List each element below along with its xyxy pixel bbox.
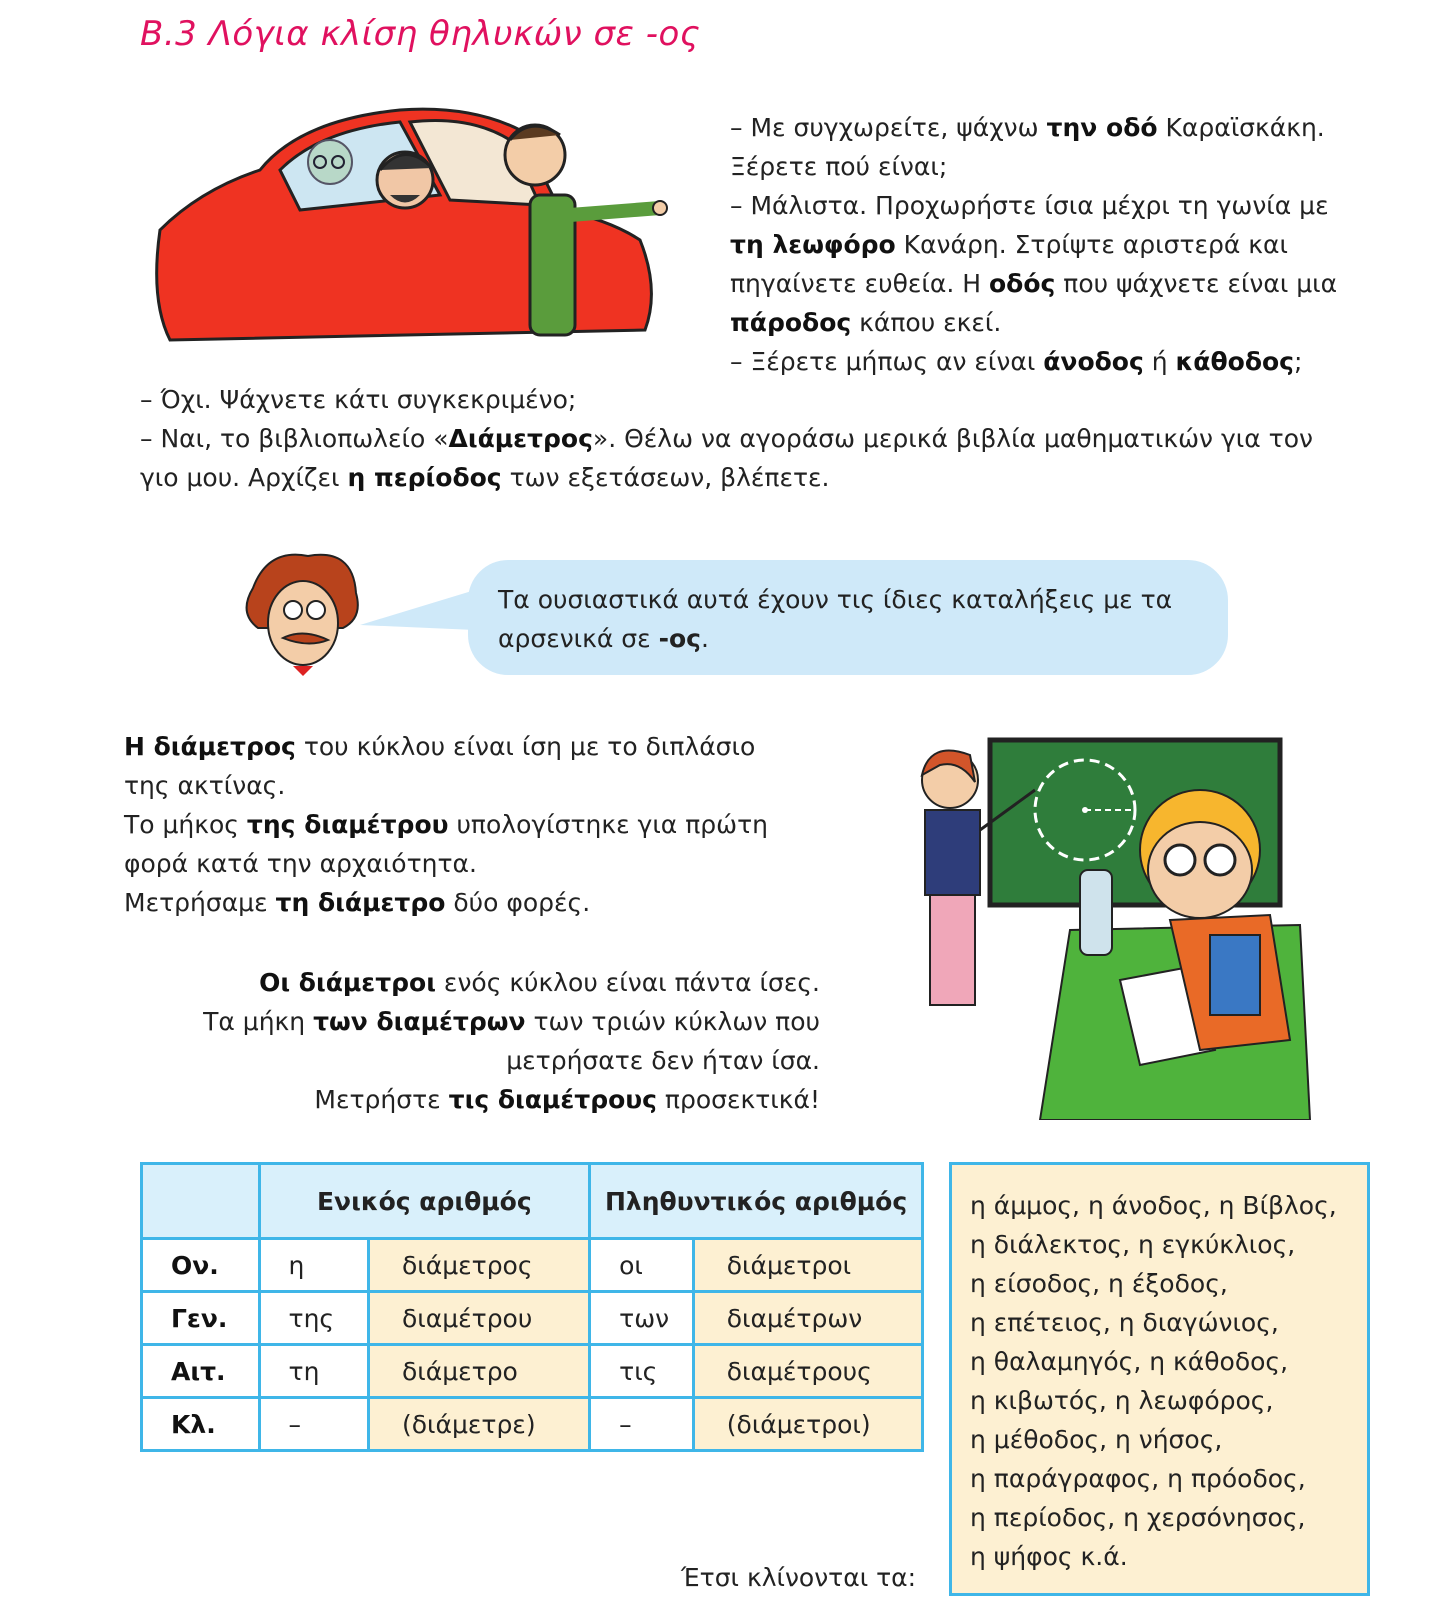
dialogue-line: – Μάλιστα. Προχωρήστε ίσια μέχρι τη γωνία με: [730, 191, 1329, 220]
page-title: Β.3 Λόγια κλίση θηλυκών σε -ος: [140, 14, 701, 54]
bubble-text: Τα ουσιαστικά αυτά έχουν τις ίδιες καταλήξεις με τα αρσενικά σε -ος.: [498, 585, 1173, 653]
article-singular: –: [259, 1398, 368, 1451]
word-singular: διάμετρο: [368, 1345, 589, 1398]
word-singular: (διάμετρε): [368, 1398, 589, 1451]
example-line: Μετρήστε τις διαμέτρους προσεκτικά!: [314, 1085, 820, 1114]
word-plural: διαμέτρους: [693, 1345, 922, 1398]
list-item: η διάλεκτος, η εγκύκλιος,: [970, 1230, 1296, 1259]
article-plural: των: [590, 1292, 694, 1345]
dialogue-line: – Όχι. Ψάχνετε κάτι συγκεκριμένο;: [140, 385, 577, 414]
list-item: η μέθοδος, η νήσος,: [970, 1425, 1223, 1454]
dialogue-right: [730, 108, 1337, 381]
example-line: της ακτίνας.: [124, 771, 286, 800]
list-item: η κιβωτός, η λεωφόρος,: [970, 1386, 1274, 1415]
table-row: [142, 1292, 923, 1345]
case-label: Κλ.: [142, 1398, 260, 1451]
article-singular: η: [259, 1239, 368, 1292]
singular-examples: [124, 727, 768, 922]
list-item: η παράγραφος, η πρόοδος,: [970, 1464, 1306, 1493]
example-line: Τα μήκη των διαμέτρων των τριών κύκλων που: [203, 1007, 820, 1036]
article-plural: οι: [590, 1239, 694, 1292]
dialogue-line: Ξέρετε πού είναι;: [730, 152, 948, 181]
example-line: Οι διάμετροι ενός κύκλου είναι πάντα ίσες.: [259, 968, 820, 997]
example-line: φορά κατά την αρχαιότητα.: [124, 849, 477, 878]
declension-table: [140, 1162, 924, 1452]
dialogue-line: – Ναι, το βιβλιοπωλείο «Διάμετρος». Θέλω να αγοράσω μερικά βιβλία μαθηματικών για τον: [140, 424, 1313, 453]
list-item: η επέτειος, η διαγώνιος,: [970, 1308, 1279, 1337]
word-singular: διαμέτρου: [368, 1292, 589, 1345]
article-singular: τη: [259, 1345, 368, 1398]
header-singular: Ενικός αριθμός: [259, 1164, 590, 1239]
dialogue-line: τη λεωφόρο Κανάρη. Στρίψτε αριστερά και: [730, 230, 1288, 259]
plural-examples: [150, 963, 820, 1119]
table-header-row: [142, 1164, 923, 1239]
example-line: Η διάμετρος του κύκλου είναι ίση με το διπλάσιο: [124, 732, 756, 761]
table-row: [142, 1345, 923, 1398]
case-label: Ον.: [142, 1239, 260, 1292]
classroom-illustration: [870, 720, 1390, 1120]
dialogue-line: γιο μου. Αρχίζει η περίοδος των εξετάσεων, βλέπετε.: [140, 463, 830, 492]
case-label: Αιτ.: [142, 1345, 260, 1398]
table-header-empty: [142, 1164, 260, 1239]
example-line: μετρήσατε δεν ήταν ίσα.: [506, 1046, 820, 1075]
table-row: [142, 1398, 923, 1451]
word-plural: (διάμετροι): [693, 1398, 922, 1451]
professor-illustration: [238, 548, 368, 683]
outro-text: Έτσι κλίνονται τα:: [681, 1563, 917, 1592]
car-illustration: [140, 100, 680, 360]
case-label: Γεν.: [142, 1292, 260, 1345]
list-item: η ψήφος κ.ά.: [970, 1542, 1128, 1571]
list-item: η είσοδος, η έξοδος,: [970, 1269, 1228, 1298]
header-plural: Πληθυντικός αριθμός: [590, 1164, 923, 1239]
example-line: Το μήκος της διαμέτρου υπολογίστηκε για πρώτη: [124, 810, 768, 839]
dialogue-line: – Ξέρετε μήπως αν είναι άνοδος ή κάθοδος;: [730, 347, 1303, 376]
dialogue-line: πηγαίνετε ευθεία. Η οδός που ψάχνετε είναι μια: [730, 269, 1338, 298]
dialogue-line: πάροδος κάπου εκεί.: [730, 308, 1002, 337]
bubble-tail: [360, 585, 480, 635]
word-plural: διάμετροι: [693, 1239, 922, 1292]
noun-list: [970, 1186, 1337, 1576]
word-plural: διαμέτρων: [693, 1292, 922, 1345]
table-row: [142, 1239, 923, 1292]
word-singular: διάμετρος: [368, 1239, 589, 1292]
dialogue-full: [140, 380, 1313, 497]
article-singular: της: [259, 1292, 368, 1345]
list-item: η άμμος, η άνοδος, η Βίβλος,: [970, 1191, 1337, 1220]
dialogue-line: – Με συγχωρείτε, ψάχνω την οδό Καραϊσκάκη.: [730, 113, 1325, 142]
list-item: η θαλαμηγός, η κάθοδος,: [970, 1347, 1289, 1376]
example-line: Μετρήσαμε τη διάμετρο δύο φορές.: [124, 888, 591, 917]
list-item: η περίοδος, η χερσόνησος,: [970, 1503, 1306, 1532]
article-plural: τις: [590, 1345, 694, 1398]
article-plural: –: [590, 1398, 694, 1451]
